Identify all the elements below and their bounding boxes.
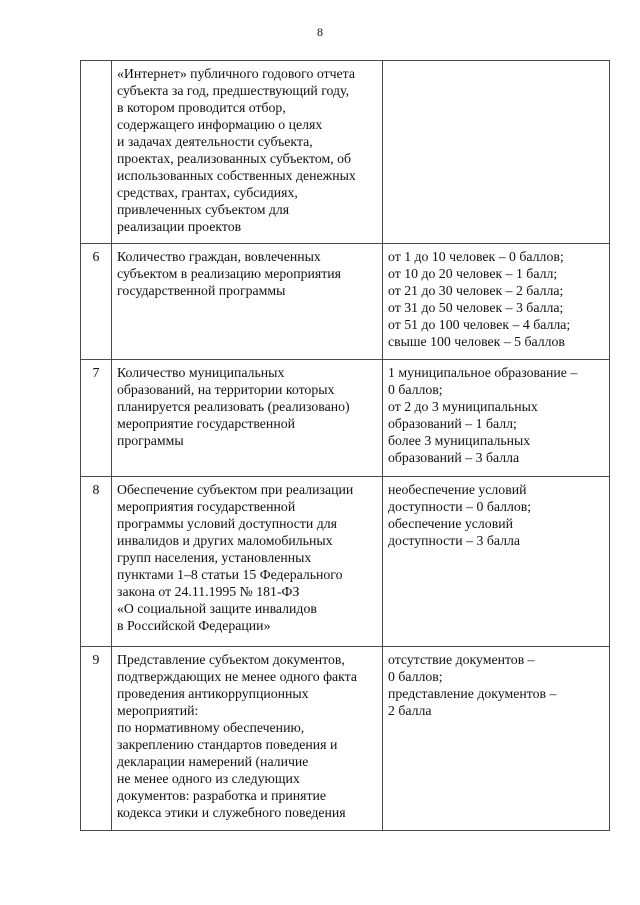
- criterion-cell: [112, 61, 383, 244]
- criterion-line: декларации намерений (наличие: [117, 754, 309, 769]
- criterion-line: «О социальной защите инвалидов: [117, 601, 317, 616]
- criterion-line: проектах, реализованных субъектом, об: [117, 151, 352, 166]
- criterion-line: кодекса этики и служебного поведения: [117, 805, 346, 820]
- score-line: от 10 до 20 человек – 1 балл;: [388, 266, 558, 281]
- criterion-cell: [112, 477, 383, 647]
- criterion-line: документов: разработка и принятие: [117, 788, 327, 803]
- row-number-cell: [81, 61, 112, 244]
- table-row: [81, 477, 610, 647]
- score-line: представление документов –: [388, 686, 557, 701]
- criterion-line: подтверждающих не менее одного факта: [117, 669, 357, 684]
- score-cell: [383, 477, 610, 647]
- criteria-table: [80, 60, 610, 831]
- row-number-cell: 8: [81, 477, 112, 647]
- score-line: необеспечение условий: [388, 482, 527, 497]
- score-line: более 3 муниципальных: [388, 433, 531, 448]
- criterion-line: программы: [117, 433, 184, 448]
- row-number-cell: 7: [81, 360, 112, 477]
- score-cell: [383, 647, 610, 831]
- criterion-line: в котором проводится отбор,: [117, 100, 286, 115]
- score-line: доступности – 0 баллов;: [388, 499, 532, 514]
- table-row: [81, 647, 610, 831]
- criterion-line: средствах, грантах, субсидиях,: [117, 185, 298, 200]
- criterion-line: содержащего информацию о целях: [117, 117, 323, 132]
- score-line: 0 баллов;: [388, 382, 443, 397]
- score-line: 0 баллов;: [388, 669, 443, 684]
- score-cell: [383, 244, 610, 360]
- criterion-cell: [112, 647, 383, 831]
- criterion-line: Представление субъектом документов,: [117, 652, 345, 667]
- score-line: обеспечение условий: [388, 516, 513, 531]
- criterion-line: и задачах деятельности субъекта,: [117, 134, 313, 149]
- score-line: свыше 100 человек – 5 баллов: [388, 334, 565, 349]
- criterion-line: привлеченных субъектом для: [117, 202, 290, 217]
- score-line: от 2 до 3 муниципальных: [388, 399, 538, 414]
- criterion-line: государственной программы: [117, 283, 286, 298]
- criterion-line: субъекта за год, предшествующий году,: [117, 83, 350, 98]
- criterion-line: использованных собственных денежных: [117, 168, 356, 183]
- score-line: 1 муниципальное образование –: [388, 365, 578, 380]
- criterion-line: закона от 24.11.1995 № 181-ФЗ: [117, 584, 300, 599]
- row-number-cell: 6: [81, 244, 112, 360]
- criterion-line: по нормативному обеспечению,: [117, 720, 305, 735]
- criterion-line: Обеспечение субъектом при реализации: [117, 482, 354, 497]
- criterion-line: реализации проектов: [117, 219, 242, 234]
- score-line: от 21 до 30 человек – 2 балла;: [388, 283, 564, 298]
- criterion-line: мероприятие государственной: [117, 416, 295, 431]
- criterion-cell: [112, 244, 383, 360]
- score-line: 2 балла: [388, 703, 432, 718]
- score-line: доступности – 3 балла: [388, 533, 520, 548]
- score-line: от 31 до 50 человек – 3 балла;: [388, 300, 564, 315]
- criterion-line: групп населения, установленных: [117, 550, 312, 565]
- criterion-line: «Интернет» публичного годового отчета: [117, 66, 355, 81]
- page-number: 8: [317, 25, 323, 39]
- criterion-line: инвалидов и других маломобильных: [117, 533, 333, 548]
- row-number-cell: 9: [81, 647, 112, 831]
- score-cell: [383, 360, 610, 477]
- criterion-line: Количество граждан, вовлеченных: [117, 249, 321, 264]
- table-row: [81, 61, 610, 244]
- criterion-line: субъектом в реализацию мероприятия: [117, 266, 341, 281]
- criterion-line: образований, на территории которых: [117, 382, 335, 397]
- criterion-line: закреплению стандартов поведения и: [117, 737, 338, 752]
- criterion-line: не менее одного из следующих: [117, 771, 300, 786]
- criterion-line: проведения антикоррупционных: [117, 686, 309, 701]
- table-row: [81, 360, 610, 477]
- score-line: образований – 3 балла: [388, 450, 520, 465]
- criterion-line: планируется реализовать (реализовано): [117, 399, 350, 414]
- score-line: образований – 1 балл;: [388, 416, 517, 431]
- score-line: отсутствие документов –: [388, 652, 535, 667]
- criterion-line: пунктами 1–8 статьи 15 Федерального: [117, 567, 343, 582]
- criterion-line: в Российской Федерации»: [117, 618, 271, 633]
- score-cell: [383, 61, 610, 244]
- criterion-line: мероприятий:: [117, 703, 199, 718]
- criterion-cell: [112, 360, 383, 477]
- criterion-line: программы условий доступности для: [117, 516, 337, 531]
- score-line: от 1 до 10 человек – 0 баллов;: [388, 249, 564, 264]
- criterion-line: Количество муниципальных: [117, 365, 285, 380]
- criterion-line: мероприятия государственной: [117, 499, 296, 514]
- score-line: от 51 до 100 человек – 4 балла;: [388, 317, 571, 332]
- table-row: [81, 244, 610, 360]
